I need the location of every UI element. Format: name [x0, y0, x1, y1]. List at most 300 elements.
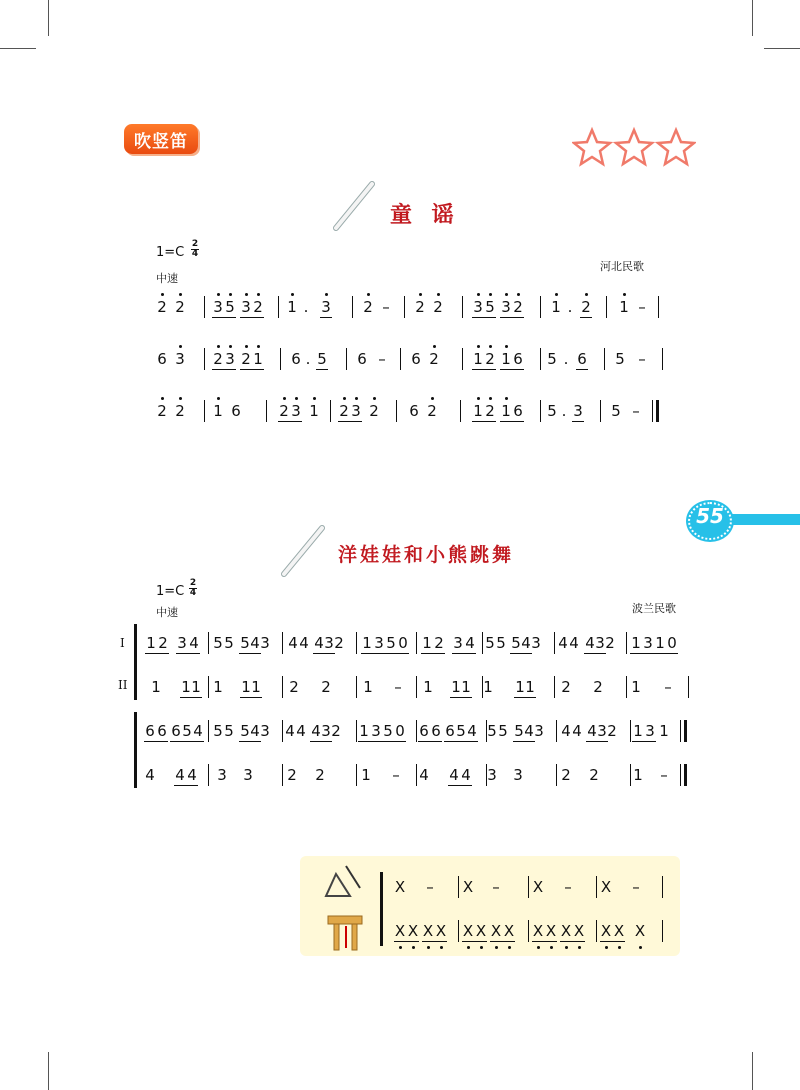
note: 5 — [547, 402, 557, 420]
bar-line — [556, 764, 557, 786]
page-number: 55 — [696, 504, 724, 528]
beam-line — [452, 653, 476, 654]
note: . — [563, 350, 569, 368]
octave-dot — [257, 293, 260, 296]
note: 2 — [589, 766, 599, 784]
beam-line — [240, 697, 262, 698]
note: – — [394, 678, 402, 696]
note: 3 — [217, 766, 227, 784]
note: 2 — [363, 298, 373, 316]
note: – — [392, 766, 400, 784]
bar-line — [462, 348, 463, 370]
accent-dot — [639, 946, 642, 949]
note: X — [475, 922, 487, 940]
crop-mark — [48, 1052, 49, 1090]
note: 4 — [461, 766, 471, 784]
bar-line — [204, 296, 205, 318]
note: 1 — [287, 298, 297, 316]
note: 0 — [395, 722, 405, 740]
beam-line — [316, 369, 328, 370]
note: 1 — [451, 678, 461, 696]
song1-meter: 2 4 — [191, 239, 199, 259]
bar-line — [400, 348, 401, 370]
note: 1 — [501, 402, 511, 420]
note: 1 — [213, 678, 223, 696]
note: 2 — [429, 350, 439, 368]
accent-dot — [427, 946, 430, 949]
note: 6 — [577, 350, 587, 368]
bar-line — [346, 348, 347, 370]
accent-dot — [537, 946, 540, 949]
song1-title: 童 谣 — [390, 202, 460, 228]
part-label-2: II — [118, 678, 128, 692]
octave-dot — [217, 397, 220, 400]
bar-line — [626, 676, 627, 698]
octave-dot — [437, 293, 440, 296]
beam-line — [310, 741, 332, 742]
bar-line — [626, 632, 627, 654]
bar-line — [396, 400, 397, 422]
bar-line — [416, 720, 417, 742]
note: 5 — [224, 722, 234, 740]
bar-line — [282, 676, 283, 698]
note: 2 — [485, 402, 495, 420]
beam-line — [448, 785, 472, 786]
score-row — [300, 868, 680, 902]
bar-line — [356, 764, 357, 786]
note: – — [378, 350, 386, 368]
score-row — [300, 912, 680, 946]
beam-line — [421, 653, 445, 654]
octave-dot — [355, 397, 358, 400]
beam-line — [472, 369, 496, 370]
bar-line — [600, 400, 601, 422]
bar-line — [486, 764, 487, 786]
note: X — [600, 878, 612, 896]
note: 2 — [315, 766, 325, 784]
note: 1 — [251, 678, 261, 696]
note: 5 — [317, 350, 327, 368]
note: 3 — [291, 402, 301, 420]
octave-dot — [283, 397, 286, 400]
note: – — [564, 878, 572, 896]
song2-key: 1=C — [156, 584, 185, 599]
note: 2 — [415, 298, 425, 316]
note: X — [462, 922, 474, 940]
note: 4 — [311, 722, 321, 740]
beam-line — [278, 421, 302, 422]
octave-dot — [161, 397, 164, 400]
crop-mark — [764, 48, 800, 49]
note: 4 — [285, 722, 295, 740]
accent-dot — [495, 946, 498, 949]
note: 3 — [534, 722, 544, 740]
note: X — [532, 878, 544, 896]
score-row — [0, 624, 800, 658]
bar-line — [482, 632, 483, 654]
song1-key: 1=C — [156, 245, 185, 260]
note: 2 — [331, 722, 341, 740]
note: 1 — [631, 634, 641, 652]
note: 1 — [473, 402, 483, 420]
bar-line — [604, 348, 605, 370]
note: 6 — [513, 350, 523, 368]
bar-line — [208, 676, 209, 698]
note: 6 — [431, 722, 441, 740]
beam-line — [572, 421, 584, 422]
beam-line — [586, 741, 608, 742]
note: 4 — [189, 634, 199, 652]
part-label-1: I — [120, 636, 125, 650]
octave-dot — [623, 293, 626, 296]
note: 5 — [615, 350, 625, 368]
bar-line — [528, 920, 529, 942]
accent-dot — [565, 946, 568, 949]
beam-line — [382, 741, 406, 742]
note: 4 — [572, 722, 582, 740]
score-row — [0, 668, 800, 702]
bar-line — [204, 400, 205, 422]
note: – — [660, 766, 668, 784]
beam-line — [513, 741, 535, 742]
note: 2 — [369, 402, 379, 420]
note: 4 — [521, 634, 531, 652]
song1-tempo: 中速 — [156, 272, 178, 285]
note: X — [462, 878, 474, 896]
note: 6 — [157, 350, 167, 368]
beam-line — [212, 369, 236, 370]
octave-dot — [343, 397, 346, 400]
note: 4 — [558, 634, 568, 652]
page-number-tab — [688, 502, 800, 534]
beam-line — [239, 653, 261, 654]
note: 3 — [531, 634, 541, 652]
section-badge: 吹竖笛 — [124, 124, 198, 154]
octave-dot — [489, 293, 492, 296]
accent-dot — [578, 946, 581, 949]
octave-dot — [477, 397, 480, 400]
note: 2 — [339, 402, 349, 420]
note: 3 — [175, 350, 185, 368]
octave-dot — [419, 293, 422, 296]
accent-dot — [480, 946, 483, 949]
note: 3 — [573, 402, 583, 420]
beam-line — [170, 741, 204, 742]
note: 4 — [193, 722, 203, 740]
beam-line — [180, 697, 202, 698]
bar-line — [684, 720, 687, 742]
crop-mark — [0, 48, 36, 49]
beam-line — [358, 741, 382, 742]
note: 1 — [362, 634, 372, 652]
octave-dot — [161, 293, 164, 296]
note: 2 — [213, 350, 223, 368]
octave-dot — [489, 397, 492, 400]
note: 3 — [453, 634, 463, 652]
note: 3 — [374, 634, 384, 652]
note: 1 — [241, 678, 251, 696]
note: 4 — [419, 766, 429, 784]
octave-dot — [325, 293, 328, 296]
octave-dot — [295, 397, 298, 400]
bar-line — [528, 876, 529, 898]
note: 4 — [524, 722, 534, 740]
bar-line — [208, 764, 209, 786]
note: 2 — [433, 298, 443, 316]
score-row — [0, 288, 800, 322]
note: – — [382, 298, 390, 316]
note: 6 — [231, 402, 241, 420]
beam-line — [422, 941, 447, 942]
bar-line — [662, 876, 663, 898]
note: 4 — [467, 722, 477, 740]
octave-dot — [257, 345, 260, 348]
bar-line — [356, 676, 357, 698]
note: 5 — [240, 722, 250, 740]
bar-line — [486, 720, 487, 742]
beam-line — [500, 317, 524, 318]
bar-line — [404, 296, 405, 318]
note: 2 — [605, 634, 615, 652]
note: 4 — [587, 722, 597, 740]
note: X — [634, 922, 646, 940]
note: 2 — [561, 766, 571, 784]
crop-mark — [752, 1052, 753, 1090]
bar-line — [416, 676, 417, 698]
bar-line — [652, 400, 653, 422]
accent-dot — [399, 946, 402, 949]
beam-line — [500, 421, 524, 422]
bar-line — [356, 720, 357, 742]
beam-line — [472, 317, 496, 318]
note: 1 — [525, 678, 535, 696]
note: 3 — [371, 722, 381, 740]
note: X — [422, 922, 434, 940]
bar-line — [554, 676, 555, 698]
octave-dot — [245, 345, 248, 348]
note: 3 — [243, 766, 253, 784]
note: 1 — [483, 678, 493, 696]
note: 6 — [157, 722, 167, 740]
bar-line — [540, 296, 541, 318]
accent-dot — [467, 946, 470, 949]
bar-line — [282, 764, 283, 786]
note: 3 — [324, 634, 334, 652]
note: 5 — [511, 634, 521, 652]
note: 1 — [473, 350, 483, 368]
note: 2 — [241, 350, 251, 368]
note: 3 — [225, 350, 235, 368]
octave-dot — [505, 397, 508, 400]
octave-dot — [179, 345, 182, 348]
note: – — [638, 298, 646, 316]
beam-line — [654, 653, 678, 654]
accent-dot — [412, 946, 415, 949]
bar-line — [280, 348, 281, 370]
crop-mark — [752, 0, 753, 36]
note: 2 — [279, 402, 289, 420]
note: 4 — [569, 634, 579, 652]
note: 3 — [213, 298, 223, 316]
octave-dot — [505, 293, 508, 296]
bar-line — [540, 348, 541, 370]
bar-line — [680, 720, 681, 742]
note: 6 — [411, 350, 421, 368]
bar-line — [540, 400, 541, 422]
bar-line — [662, 920, 663, 942]
note: . — [303, 298, 309, 316]
percussion-box — [300, 856, 680, 956]
note: 1 — [659, 722, 669, 740]
beam-line — [472, 421, 496, 422]
note: – — [426, 878, 434, 896]
note: 3 — [177, 634, 187, 652]
note: X — [407, 922, 419, 940]
note: 5 — [485, 298, 495, 316]
beam-line — [462, 941, 487, 942]
beam-line — [500, 369, 524, 370]
octave-dot — [477, 293, 480, 296]
note: 0 — [667, 634, 677, 652]
note: 5 — [225, 298, 235, 316]
note: 1 — [631, 678, 641, 696]
note: 1 — [359, 722, 369, 740]
note: 3 — [351, 402, 361, 420]
accent-dot — [605, 946, 608, 949]
note: 3 — [487, 766, 497, 784]
octave-dot — [367, 293, 370, 296]
bar-line — [208, 632, 209, 654]
note: 1 — [422, 634, 432, 652]
note: 4 — [288, 634, 298, 652]
note: 2 — [321, 678, 331, 696]
note: 6 — [409, 402, 419, 420]
recorder-icon — [330, 180, 376, 232]
note: X — [490, 922, 502, 940]
octave-dot — [477, 345, 480, 348]
star-icon — [574, 130, 610, 164]
note: 2 — [581, 298, 591, 316]
note: X — [394, 878, 406, 896]
beam-line — [490, 941, 515, 942]
note: 6 — [357, 350, 367, 368]
note: 1 — [461, 678, 471, 696]
octave-dot — [313, 397, 316, 400]
bar-line — [658, 296, 659, 318]
difficulty-stars — [572, 126, 696, 170]
note: 1 — [361, 766, 371, 784]
note: 4 — [299, 634, 309, 652]
beam-line — [385, 653, 409, 654]
bar-line — [356, 632, 357, 654]
note: 4 — [187, 766, 197, 784]
bar-line — [554, 632, 555, 654]
note: 6 — [419, 722, 429, 740]
song2-tempo: 中速 — [156, 606, 178, 619]
note: 2 — [253, 298, 263, 316]
octave-dot — [505, 345, 508, 348]
note: 3 — [321, 722, 331, 740]
note: 5 — [213, 634, 223, 652]
score-row — [0, 712, 800, 746]
note: 2 — [607, 722, 617, 740]
note: X — [613, 922, 625, 940]
note: 2 — [427, 402, 437, 420]
recorder-icon — [278, 524, 326, 578]
note: 1 — [309, 402, 319, 420]
bar-line — [460, 400, 461, 422]
note: 6 — [513, 402, 523, 420]
bar-line — [462, 296, 463, 318]
note: 4 — [465, 634, 475, 652]
note: X — [532, 922, 544, 940]
note: 1 — [253, 350, 263, 368]
note: 1 — [151, 678, 161, 696]
note: 2 — [158, 634, 168, 652]
crop-mark — [48, 0, 49, 36]
note: 2 — [157, 298, 167, 316]
octave-dot — [585, 293, 588, 296]
note: 5 — [547, 350, 557, 368]
note: 2 — [593, 678, 603, 696]
note: 1 — [363, 678, 373, 696]
star-icon — [616, 130, 652, 164]
song2-origin: 波兰民歌 — [632, 602, 676, 615]
note: 3 — [643, 634, 653, 652]
octave-dot — [433, 345, 436, 348]
bar-line — [596, 876, 597, 898]
note: 6 — [445, 722, 455, 740]
note: 4 — [250, 722, 260, 740]
note: 0 — [398, 634, 408, 652]
beam-line — [313, 653, 335, 654]
note: 2 — [175, 402, 185, 420]
note: 3 — [513, 766, 523, 784]
note: 2 — [287, 766, 297, 784]
score-row — [0, 392, 800, 426]
note: 2 — [175, 298, 185, 316]
bar-line — [278, 296, 279, 318]
note: 5 — [514, 722, 524, 740]
beam-line — [361, 653, 385, 654]
note: X — [503, 922, 515, 940]
accent-dot — [618, 946, 621, 949]
star-icon — [658, 130, 694, 164]
octave-dot — [229, 345, 232, 348]
note: 5 — [213, 722, 223, 740]
note: . — [305, 350, 311, 368]
note: 2 — [513, 298, 523, 316]
bar-line — [662, 348, 663, 370]
bar-line — [416, 632, 417, 654]
note: 2 — [434, 634, 444, 652]
note: 3 — [241, 298, 251, 316]
note: 1 — [213, 402, 223, 420]
note: 4 — [296, 722, 306, 740]
bar-line — [416, 764, 417, 786]
beam-line — [320, 317, 332, 318]
note: 4 — [145, 766, 155, 784]
note: 3 — [473, 298, 483, 316]
note: 5 — [485, 634, 495, 652]
accent-dot — [550, 946, 553, 949]
note: – — [492, 878, 500, 896]
note: 4 — [250, 634, 260, 652]
note: 5 — [224, 634, 234, 652]
note: 1 — [191, 678, 201, 696]
beam-line — [510, 653, 532, 654]
octave-dot — [217, 345, 220, 348]
